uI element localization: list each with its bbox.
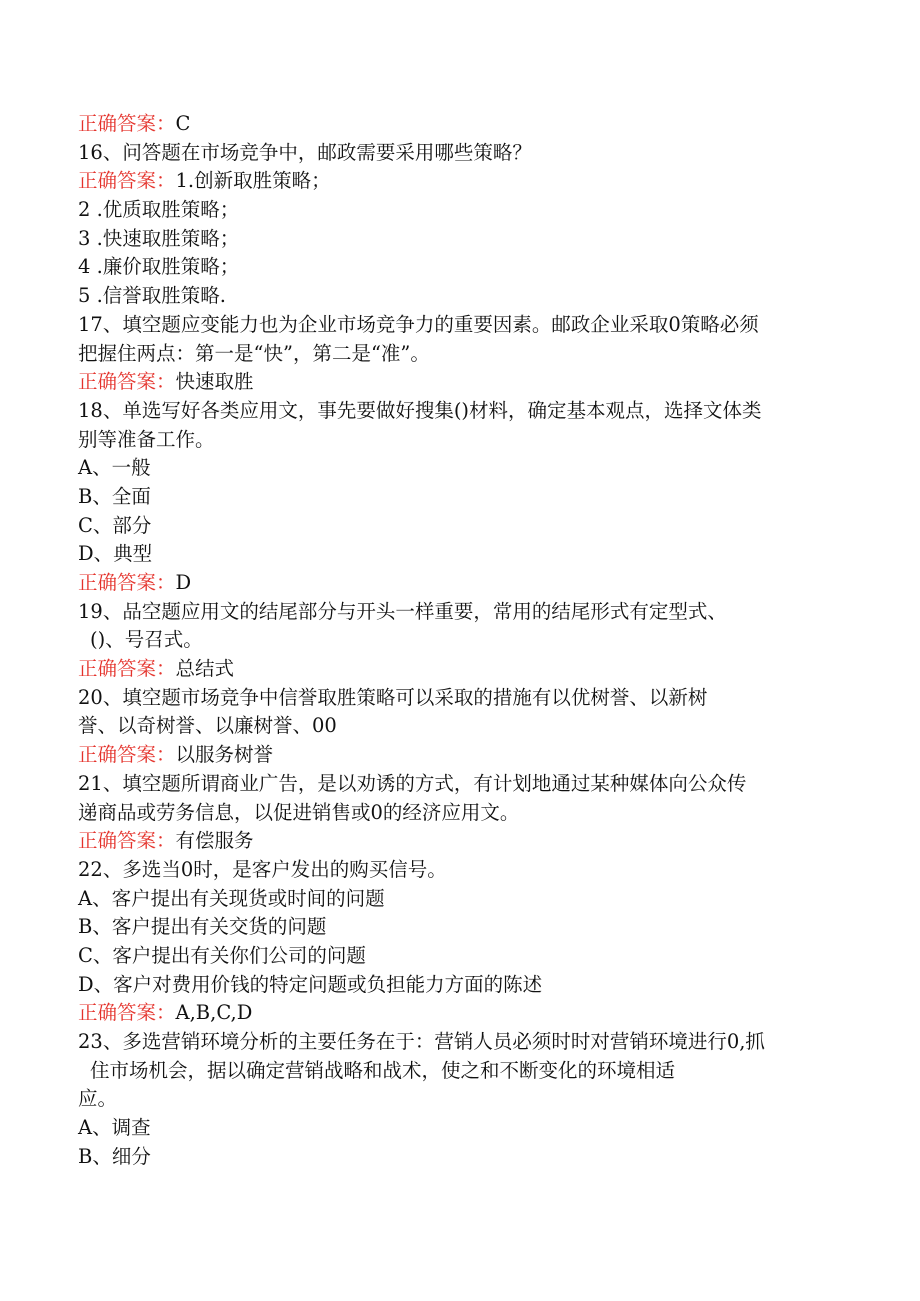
answer-value: C — [175, 112, 191, 135]
text-line: 22、多选当0时，是客户发出的购买信号。 — [78, 857, 447, 881]
text-line: 20、填空题市场竞争中信誉取胜策略可以采取的措施有以优树誉、以新树 — [78, 685, 708, 709]
answer-value: 快速取胜 — [175, 370, 254, 394]
text-line: 21、填空题所谓商业广告，是以劝诱的方式，有计划地通过某种媒体向公众传 — [78, 771, 747, 795]
text-line: B、细分 — [78, 1144, 151, 1168]
answer-label: 正确答案： — [78, 169, 176, 193]
answer-value: 以服务树誉 — [175, 743, 274, 767]
answer-label: 正确答案： — [78, 571, 176, 594]
answer-label: 正确答案： — [78, 370, 176, 394]
answer-label: 正确答案： — [78, 1001, 176, 1025]
text-line: ()、号召式。 — [90, 628, 203, 652]
answer-value: 有偿服务 — [175, 829, 254, 853]
answer-line — [0, 999, 920, 1028]
text-line: 别等准备工作。 — [78, 427, 215, 451]
answer-line — [0, 368, 920, 397]
answer-label: 正确答案： — [78, 743, 176, 767]
text-line: 5 .信誉取胜策略. — [78, 284, 227, 308]
answer-line — [0, 741, 920, 770]
text-line: 把握住两点：第一是“快”，第二是“准”。 — [78, 341, 430, 365]
answer-value: 1.创新取胜策略； — [175, 169, 331, 193]
answer-value: 总结式 — [175, 657, 235, 681]
text-line: D、典型 — [78, 542, 153, 566]
document-page — [0, 110, 920, 1171]
text-line: 17、填空题应变能力也为企业市场竞争力的重要因素。邮政企业采取0策略必须 — [78, 312, 759, 336]
text-line: 18、单选写好各类应用文，事先要做好搜集()材料，确定基本观点，选择文体类 — [78, 398, 762, 422]
answer-label: 正确答案： — [78, 112, 176, 135]
text-line: D、客户对费用价钱的特定问题或负担能力方面的陈述 — [78, 972, 543, 996]
answer-value: D — [175, 571, 192, 594]
answer-line — [0, 655, 920, 684]
text-line: A、一般 — [78, 456, 151, 480]
answer-line — [0, 827, 920, 856]
text-line: A、调查 — [78, 1116, 151, 1140]
answer-line — [0, 110, 920, 139]
text-line: 应。 — [78, 1087, 118, 1111]
text-line: 4 .廉价取胜策略； — [78, 255, 240, 279]
answer-line — [0, 569, 920, 598]
text-line: A、客户提出有关现货或时间的问题 — [78, 886, 385, 910]
answer-value: A,B,C,D — [175, 1001, 253, 1025]
text-line: C、客户提出有关你们公司的问题 — [78, 943, 366, 967]
text-line: 住市场机会，据以确定营销战略和战术，使之和不断变化的环境相适 — [90, 1058, 676, 1082]
answer-label: 正确答案： — [78, 829, 176, 853]
text-line: 23、多选营销环境分析的主要任务在于：营销人员必须时时对营销环境进行0,抓 — [78, 1030, 765, 1053]
text-line: 递商品或劳务信息，以促进销售或0的经济应用文。 — [78, 800, 520, 824]
text-line: B、客户提出有关交货的问题 — [78, 915, 327, 939]
text-line: 16、问答题在市场竞争中，邮政需要采用哪些策略？ — [78, 140, 532, 164]
text-line: 2 .优质取胜策略； — [78, 198, 240, 222]
text-line: B、全面 — [78, 484, 151, 508]
text-line: 誉、以奇树誉、以廉树誉、00 — [78, 714, 337, 738]
text-line: 3 .快速取胜策略； — [78, 226, 240, 250]
text-line: 19、品空题应用文的结尾部分与开头一样重要，常用的结尾形式有定型式、 — [78, 599, 727, 623]
answer-line — [0, 167, 920, 196]
answer-label: 正确答案： — [78, 657, 176, 681]
text-line: C、部分 — [78, 513, 152, 537]
